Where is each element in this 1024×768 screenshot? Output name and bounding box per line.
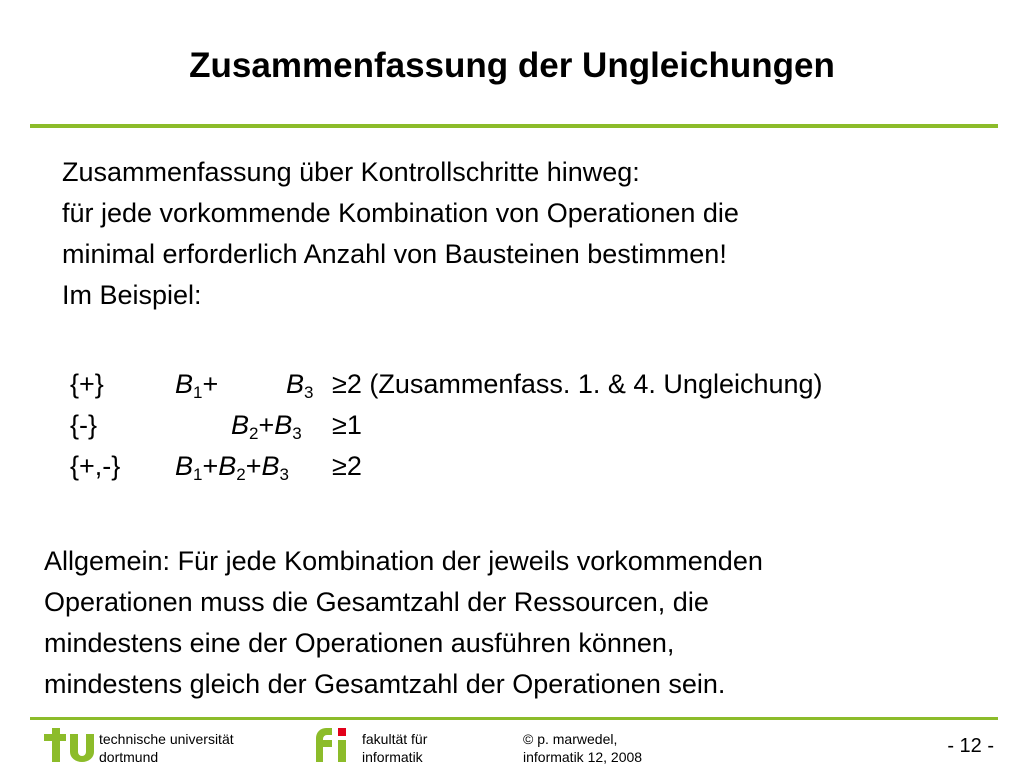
operation-set: {-}	[70, 410, 98, 440]
general-line: mindestens eine der Operationen ausführen können,	[44, 628, 675, 658]
copyright-line: informatik 12, 2008	[523, 749, 643, 765]
university-line: dortmund	[99, 749, 159, 765]
term-operator: +	[202, 369, 219, 399]
term-subscript: 3	[279, 465, 290, 484]
inequality-relation: ≥2	[332, 451, 362, 481]
term-variable: B	[286, 369, 305, 399]
general-line: mindestens gleich der Gesamtzahl der Operationen sein.	[44, 669, 726, 699]
term-subscript: 2	[249, 424, 259, 443]
intro-line: Im Beispiel:	[62, 280, 202, 310]
resource-term	[286, 364, 313, 405]
intro-line: minimal erforderlich Anzahl von Bausteinen bestimmen!	[62, 239, 727, 269]
footer-divider	[30, 717, 998, 720]
intro-line: für jede vorkommende Kombination von Operationen die	[62, 198, 739, 228]
term-variable: B	[274, 410, 293, 440]
resource-term	[175, 446, 289, 487]
term-variable: B	[261, 451, 280, 481]
term-operator: +	[245, 451, 262, 481]
tu-logo	[44, 726, 94, 764]
faculty-line: informatik	[362, 749, 423, 765]
term-subscript: 3	[292, 424, 302, 443]
slide-title: Zusammenfassung der Ungleichungen	[189, 46, 835, 85]
term-subscript: 1	[193, 383, 203, 402]
university-line: technische universität	[99, 731, 234, 747]
general-statement	[44, 541, 763, 705]
term-variable: B	[231, 410, 250, 440]
resource-term	[231, 405, 302, 446]
term-variable: B	[175, 369, 194, 399]
term-subscript: 2	[236, 465, 246, 484]
resource-term	[175, 364, 218, 405]
inequality-relation: ≥2 (Zusammenfass. 1. & 4. Ungleichung)	[332, 369, 823, 399]
faculty-line: fakultät für	[362, 731, 428, 747]
term-subscript: 3	[304, 383, 314, 402]
faculty-name	[362, 730, 427, 766]
term-operator: +	[258, 410, 275, 440]
term-operator: +	[202, 451, 219, 481]
general-line: Allgemein: Für jede Kombination der jeweils vorkommenden	[44, 546, 763, 576]
page-number: - 12 -	[947, 735, 994, 757]
operation-set: {+}	[70, 369, 104, 399]
intro-line: Zusammenfassung über Kontrollschritte hinweg:	[62, 157, 640, 187]
title-divider	[30, 124, 998, 128]
intro-text	[62, 152, 739, 316]
term-variable: B	[175, 451, 194, 481]
general-line: Operationen muss die Gesamtzahl der Ressourcen, die	[44, 587, 709, 617]
university-name	[99, 730, 234, 766]
copyright-line: © p. marwedel,	[523, 731, 618, 747]
inequality-relation: ≥1	[332, 410, 362, 440]
term-subscript: 1	[193, 465, 203, 484]
operation-set: {+,-}	[70, 451, 121, 481]
term-variable: B	[218, 451, 237, 481]
fi-logo	[310, 726, 354, 764]
copyright-notice	[523, 730, 642, 766]
